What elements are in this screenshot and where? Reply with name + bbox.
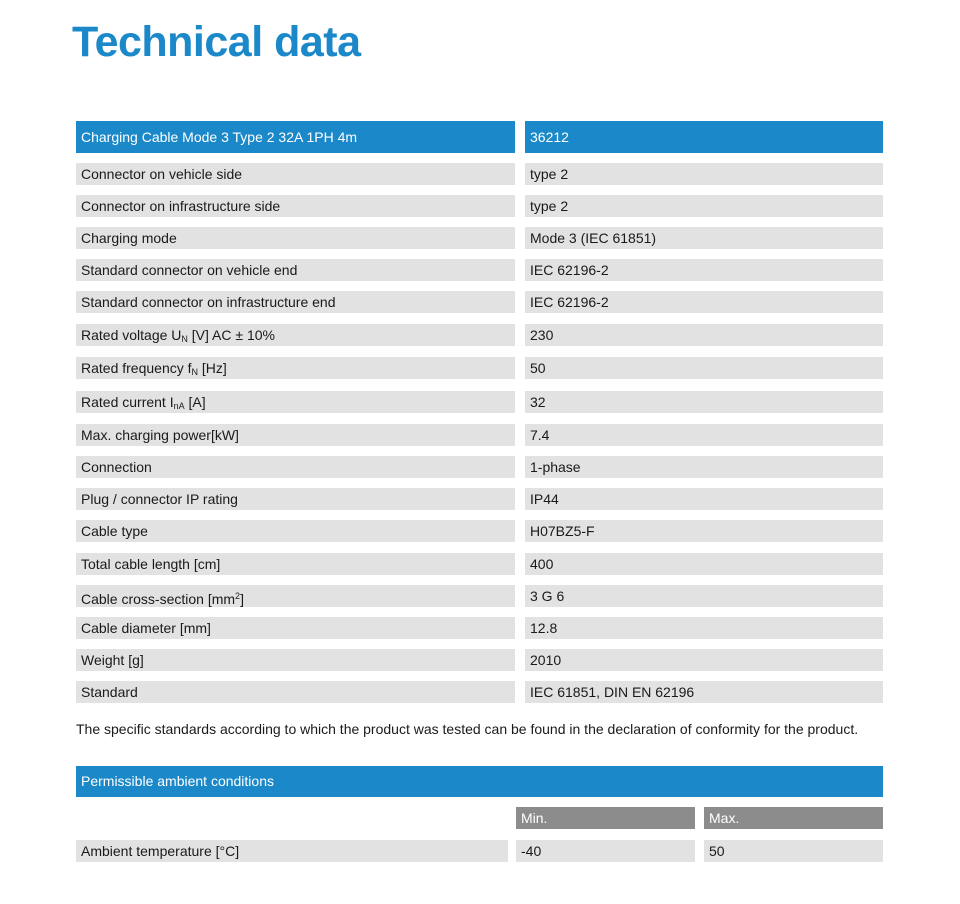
row-label: Standard xyxy=(76,681,515,703)
row-label: Plug / connector IP rating xyxy=(76,488,515,510)
row-label: Cable type xyxy=(76,520,515,542)
min-column-header: Min. xyxy=(516,807,695,829)
row-value: Mode 3 (IEC 61851) xyxy=(525,227,883,249)
row-label: Total cable length [cm] xyxy=(76,553,515,575)
row-value: 1-phase xyxy=(525,456,883,478)
row-value: 2010 xyxy=(525,649,883,671)
row-label: Max. charging power[kW] xyxy=(76,424,515,446)
row-value: 12.8 xyxy=(525,617,883,639)
row-label: Standard connector on infrastructure end xyxy=(76,291,515,313)
max-column-header: Max. xyxy=(704,807,883,829)
label-text: Rated frequency f xyxy=(81,360,192,376)
row-value: type 2 xyxy=(525,195,883,217)
row-label: Connection xyxy=(76,456,515,478)
row-value: 32 xyxy=(525,391,883,413)
row-value: IP44 xyxy=(525,488,883,510)
row-label: Charging mode xyxy=(76,227,515,249)
label-text: [Hz] xyxy=(198,360,227,376)
row-label: Cable diameter [mm] xyxy=(76,617,515,639)
ambient-temperature-min: -40 xyxy=(516,840,695,862)
row-label: Standard connector on vehicle end xyxy=(76,259,515,281)
ambient-conditions-header: Permissible ambient conditions xyxy=(76,766,883,797)
row-value: 50 xyxy=(525,357,883,379)
row-value: IEC 61851, DIN EN 62196 xyxy=(525,681,883,703)
label-text: Rated voltage U xyxy=(81,327,182,343)
row-label: Weight [g] xyxy=(76,649,515,671)
row-value: H07BZ5-F xyxy=(525,520,883,542)
row-label xyxy=(76,357,515,379)
row-value: IEC 62196-2 xyxy=(525,291,883,313)
row-label: Connector on vehicle side xyxy=(76,163,515,185)
label-text: [A] xyxy=(184,394,206,410)
label-subscript: nA xyxy=(173,401,185,411)
row-label xyxy=(76,391,515,413)
row-value: type 2 xyxy=(525,163,883,185)
label-text: Rated current I xyxy=(81,394,174,410)
row-value: IEC 62196-2 xyxy=(525,259,883,281)
product-number: 36212 xyxy=(525,121,883,153)
row-label: Connector on infrastructure side xyxy=(76,195,515,217)
row-label xyxy=(76,585,515,607)
ambient-temperature-label: Ambient temperature [°C] xyxy=(76,840,508,862)
row-value: 230 xyxy=(525,324,883,346)
product-name: Charging Cable Mode 3 Type 2 32A 1PH 4m xyxy=(76,121,515,153)
label-text: ] xyxy=(240,591,244,607)
row-value: 3 G 6 xyxy=(525,585,883,607)
row-value: 400 xyxy=(525,553,883,575)
label-text: [V] AC ± 10% xyxy=(187,327,275,343)
page-title: Technical data xyxy=(72,18,361,66)
row-label xyxy=(76,324,515,346)
row-value: 7.4 xyxy=(525,424,883,446)
label-subscript: N xyxy=(191,367,199,377)
label-superscript: 2 xyxy=(235,591,241,601)
conformity-note: The specific standards according to which the product was tested can be found in the declaration of conformity for the product. xyxy=(76,721,859,737)
ambient-temperature-max: 50 xyxy=(704,840,883,862)
label-text: Cable cross-section [mm xyxy=(81,591,236,607)
label-subscript: N xyxy=(181,334,188,344)
